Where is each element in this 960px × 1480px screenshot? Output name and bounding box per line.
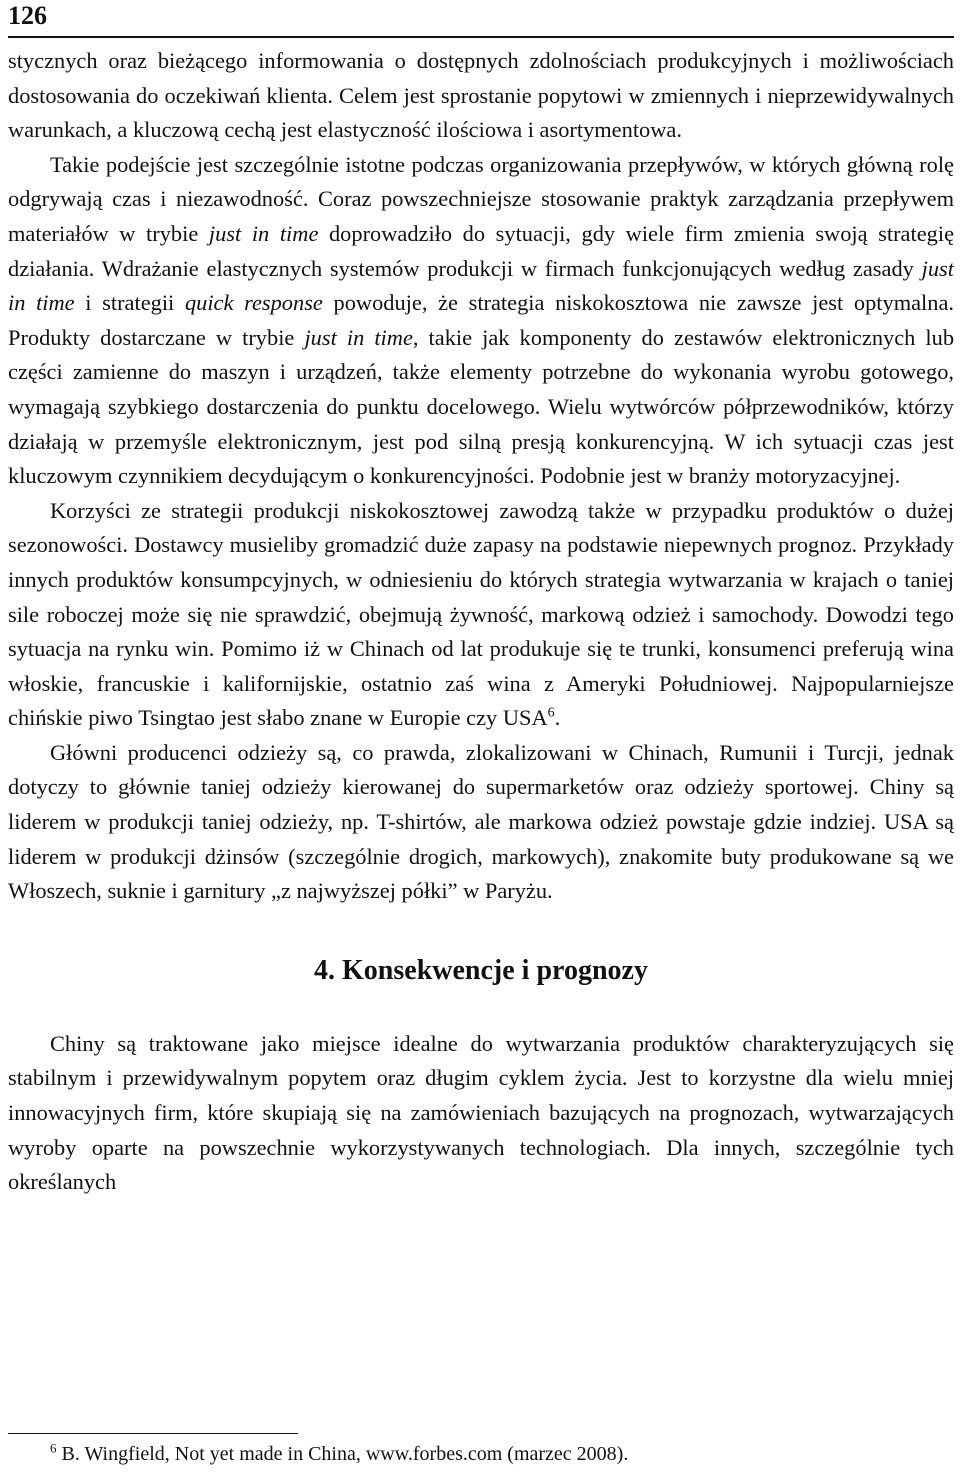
section-heading: 4. Konsekwencje i prognozy bbox=[314, 954, 648, 986]
footnote bbox=[50, 1440, 950, 1468]
text-segment: Chiny są traktowane jako miejsce idealne do wytwarzania produktów charakteryzujących się stabilnym i przewidywalnym popytem oraz długim cyklem życia. Jest to korzystne dla wielu mniej innowacyjnych firm, które skupiają się na zamówieniach bazujących na prognozach, wytwarzających wyroby oparte na powszechnie wykorzystywanych technologiach. Dla innych, szczególnie tych określanych bbox=[8, 1030, 954, 1195]
body-text bbox=[8, 44, 954, 909]
text-segment: stycznych oraz bieżącego informowania o dostępnych zdolnościach produkcyjnych i możliwościach dostosowania do oczekiwań klienta. Celem jest sprostanie popytowi w zmiennych i nieprzewidywalnych warunkach, a kluczową cechą jest elastyczność ilościowa i asortymentowa. bbox=[8, 48, 954, 143]
page-number: 126 bbox=[8, 1, 47, 30]
italic-phrase: quick response bbox=[184, 290, 323, 316]
text-segment: i strategii bbox=[74, 290, 185, 316]
text-segment: doprowadziło do sytuacji, gdy wiele firm zmienia swoją strategię działania. Wdrażanie elastycznych systemów produkcji w firmach funkcjonujących według zasady bbox=[8, 220, 955, 281]
footnote-marker: 6 bbox=[50, 1440, 57, 1456]
italic-phrase: just in time bbox=[208, 220, 319, 246]
text-segment: Główni producenci odzieży są, co prawda, zlokalizowani w Chinach, Rumunii i Turcji, jednak dotyczy to głównie taniej odzieży kierowanej do supermarketów oraz odzieży sportowej. Chiny są liderem w produkcji taniej odzieży, np. T-shirtów, ale markowa odzież powstaje gdzie indziej. USA są liderem w produkcji dżinsów (szczególnie drogich, markowych), znakomite buty produkowane są we Włoszech, suknie i garnitury „z najwyższej półki” w Paryżu. bbox=[8, 739, 954, 904]
text-segment: Takie podejście jest szczególnie istotne podczas organizowania przepływów, w których główną rolę odgrywają czas i niezawodność. Coraz powszechniejsze stosowanie praktyk zarządzania przepływem materiałów w trybie bbox=[8, 151, 954, 246]
italic-phrase: just in time bbox=[304, 324, 413, 350]
page-content bbox=[8, 44, 954, 1200]
text-segment: . bbox=[554, 705, 561, 731]
footnote-reference: 6 bbox=[547, 705, 555, 721]
text-segment: Korzyści ze strategii produkcji niskokosztowej zawodzą także w przypadku produktów o dużej sezonowości. Dostawcy musieliby gromadzić duże zapasy na podstawie niepewnych prognoz. Przykłady innych produktów konsumpcyjnych, w odniesieniu do których strategia wytwarzania w krajach o taniej sile roboczej może się nie sprawdzić, obejmują żywność, markową odzież i samochody. Dowodzi tego sytuacja na rynku win. Pomimo iż w Chinach od lat produkuje się te trunki, konsumenci preferują wina włoskie, francuskie i kalifornijskie, ostatnio zaś wina z Ameryki Południowej. Najpopularniejsze chińskie piwo Tsingtao jest słabo znane w Europie czy USA bbox=[8, 497, 954, 731]
text-segment: powoduje, że strategia niskokosztowa nie zawsze jest optymalna. Produkty dostarczane w trybie bbox=[8, 290, 954, 350]
paragraph bbox=[8, 44, 954, 148]
paragraph bbox=[8, 736, 954, 909]
footnote-text: B. Wingfield, Not yet made in China, www.forbes.com (marzec 2008). bbox=[56, 1443, 629, 1465]
text-segment: , takie jak komponenty do zestawów elektronicznych lub części zamienne do maszyn i urządzeń, także elementy potrzebne do wykonania wyrobu gotowego, wymagają szybkiego dostarczenia do punktu docelowego. Wielu wytwórców półprzewodników, którzy działają w przemyśle elektronicznym, jest pod silną presją konkurencyjną. W ich sytuacji czas jest kluczowym czynnikiem decydującym o konkurencyjności. Podobnie jest w branży motoryzacyjnej. bbox=[8, 324, 955, 489]
footnote-separator bbox=[8, 1433, 298, 1434]
section-body-text bbox=[8, 1027, 954, 1200]
paragraph bbox=[8, 1027, 954, 1200]
paragraph bbox=[8, 148, 954, 494]
italic-phrase: just in time bbox=[8, 255, 954, 316]
page-header bbox=[8, 0, 954, 38]
paragraph bbox=[8, 494, 954, 736]
